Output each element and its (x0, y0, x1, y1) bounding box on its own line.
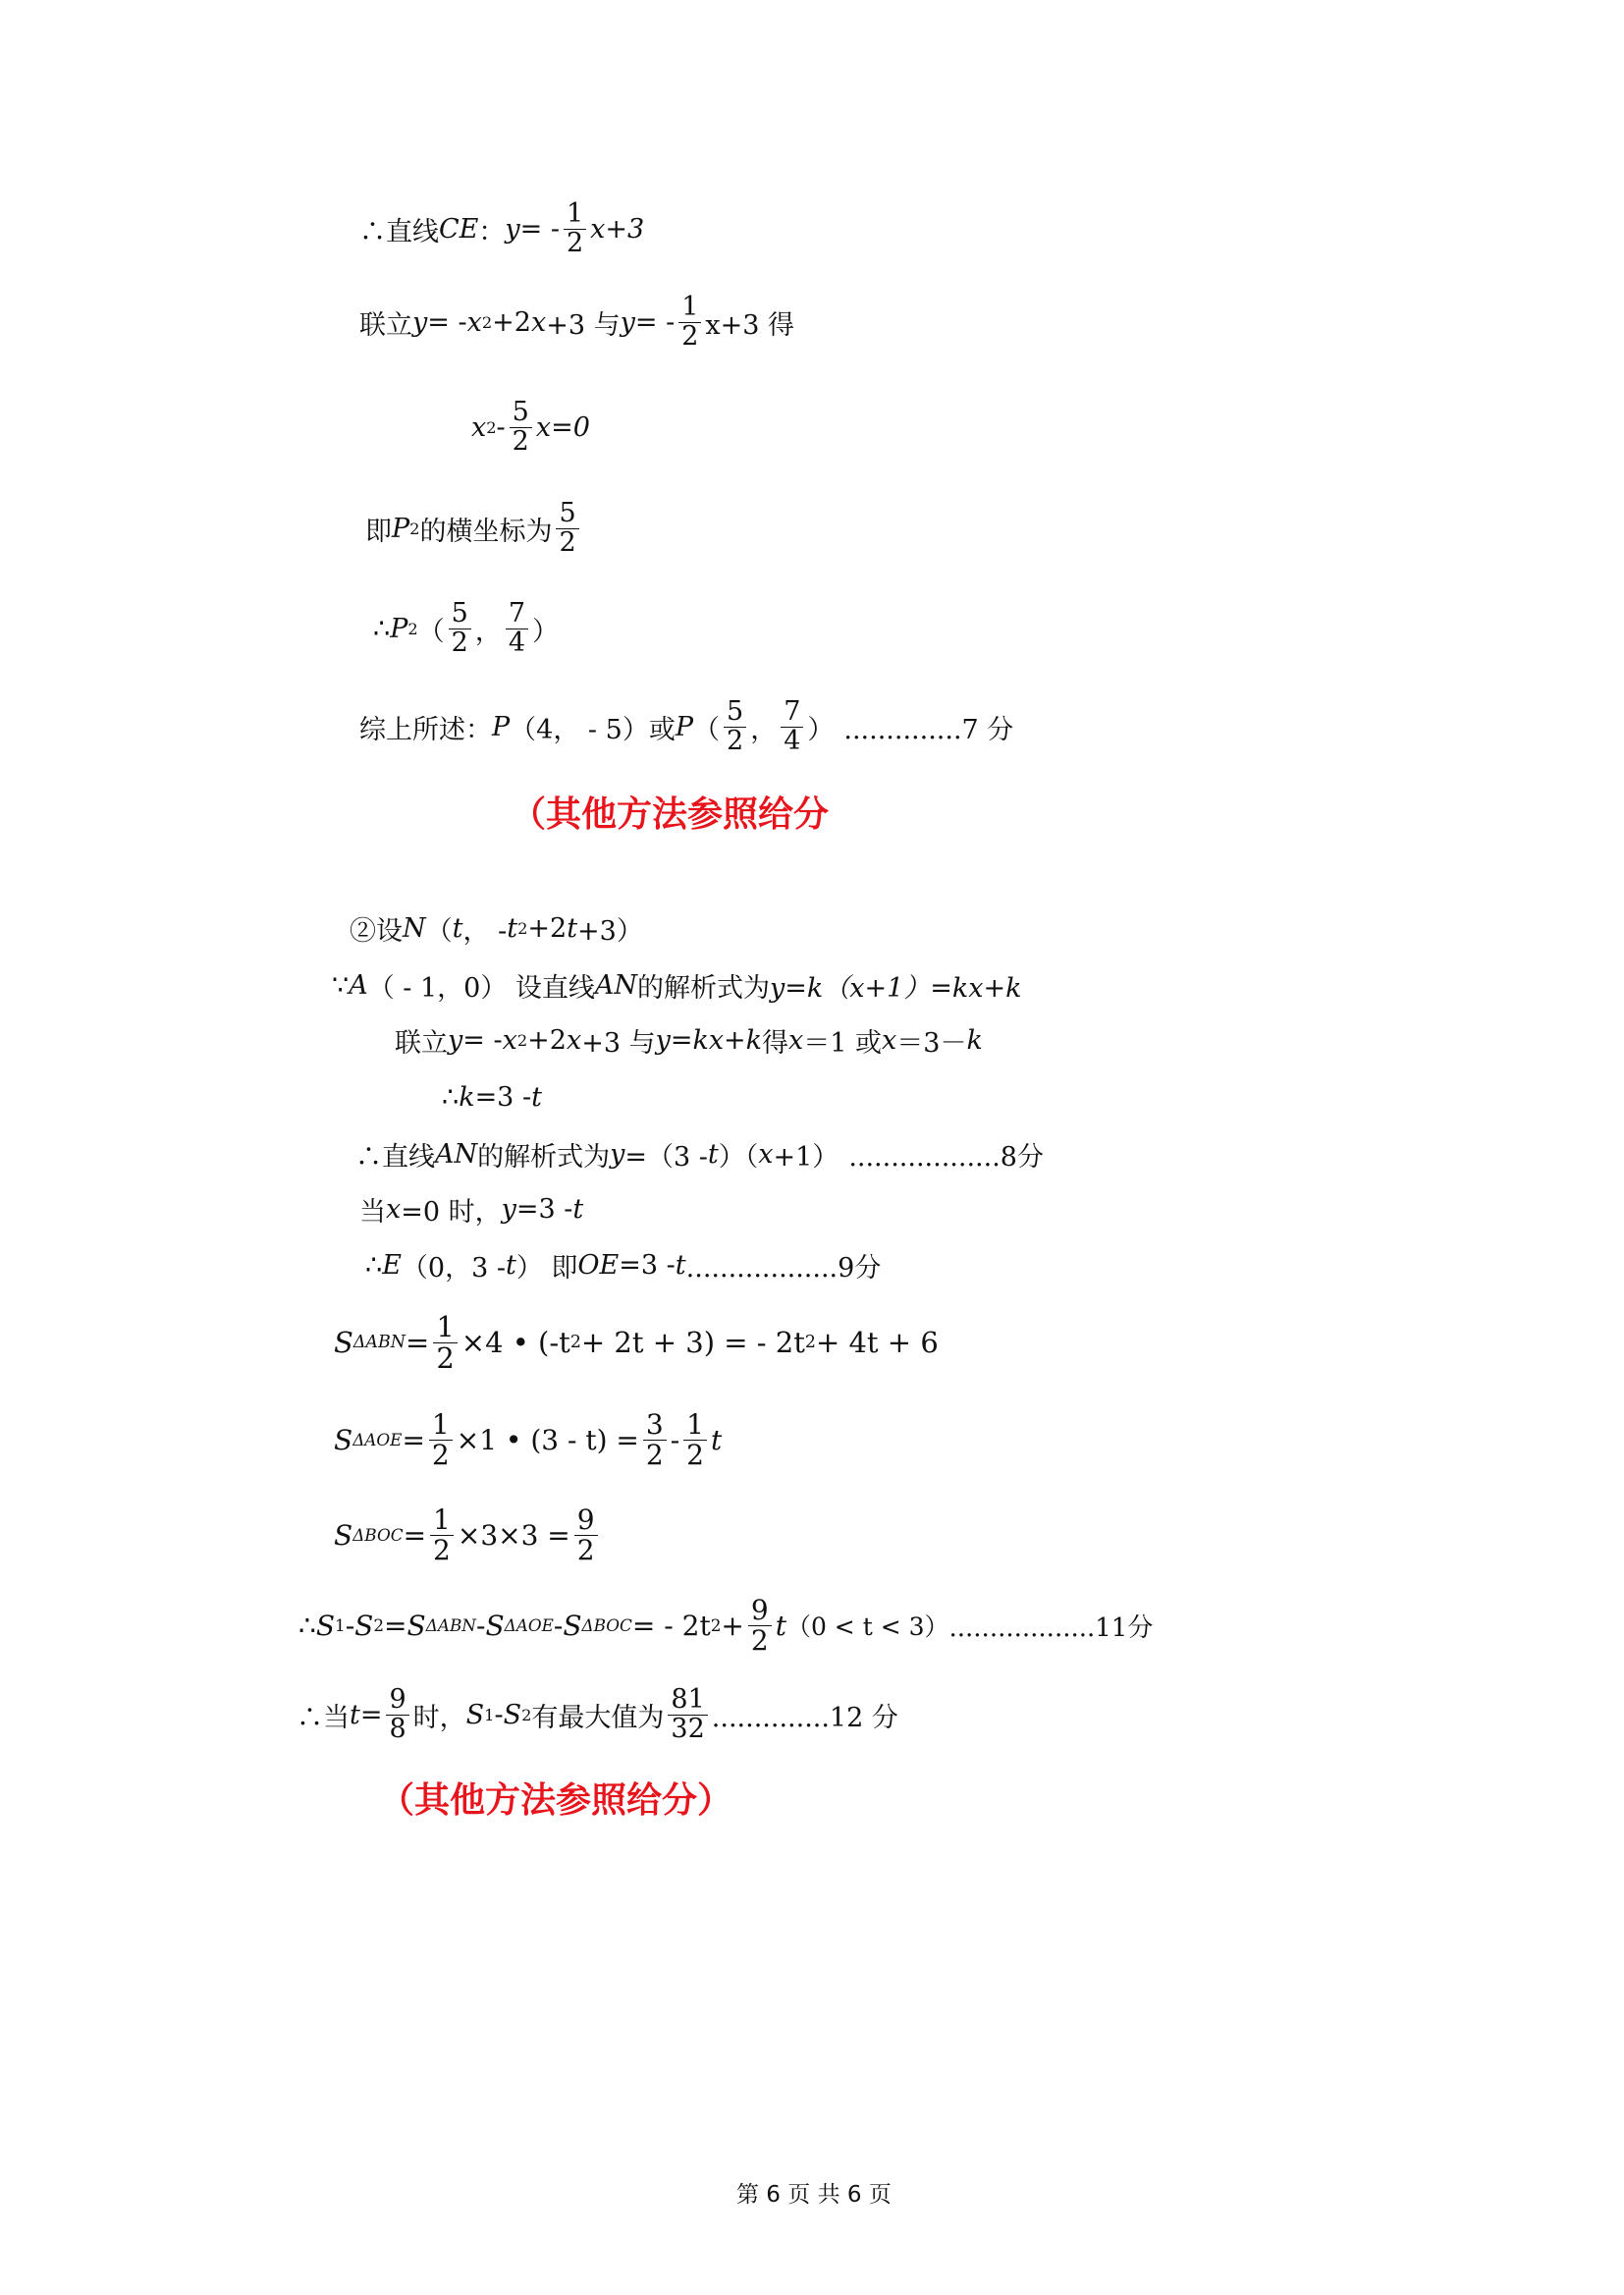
text: +1） (773, 1141, 839, 1173)
fraction (386, 1686, 408, 1743)
fraction (781, 698, 803, 755)
text: ， (474, 616, 502, 647)
var: x (471, 411, 487, 443)
text: 的解析式为 (637, 972, 771, 1004)
fraction (574, 1505, 598, 1564)
var: y (412, 306, 428, 338)
text: ＝1 或 (803, 1027, 883, 1059)
subscript: 2 (407, 619, 418, 638)
denominator: 2 (449, 628, 471, 657)
text: 的横坐标为 (419, 516, 553, 547)
text: = (384, 1609, 407, 1642)
text: （ (425, 915, 453, 947)
subscript: ΔABN (352, 1333, 406, 1352)
numerator: 3 (645, 1408, 664, 1442)
denominator: 2 (510, 427, 532, 456)
text: = (406, 1326, 430, 1359)
page-number: 第 6 页 共 6 页 (736, 2181, 892, 2208)
var: k (459, 1081, 475, 1113)
text: =0 时， (401, 1196, 502, 1228)
var: x (502, 1024, 517, 1056)
fraction (564, 200, 586, 257)
var: AN (435, 1138, 478, 1170)
text: +2 (527, 1024, 567, 1056)
var: t (350, 1699, 360, 1730)
var: t (567, 912, 578, 944)
text: （ - 1，0） 设直线 (367, 972, 595, 1004)
subscript: ΔBOC (581, 1615, 632, 1635)
text: +3 与 (581, 1027, 656, 1059)
text: = (402, 1423, 425, 1456)
var: x (530, 306, 547, 338)
var: y (501, 1193, 516, 1225)
exponent: 2 (569, 1333, 581, 1352)
var: t (711, 1423, 723, 1456)
denominator: 2 (683, 1440, 707, 1469)
text: - (553, 1609, 564, 1642)
condition: （0 < t < 3） (785, 1612, 949, 1641)
denominator: 8 (386, 1715, 408, 1743)
text: + (721, 1609, 744, 1642)
denominator: 2 (724, 727, 746, 755)
var: x (758, 1138, 774, 1170)
text: ∴ (442, 1081, 460, 1113)
text: 时， (412, 1702, 466, 1733)
var: AN (594, 969, 638, 1001)
var: S (334, 1518, 353, 1552)
text: + 2t + 3) = - 2t (580, 1326, 805, 1359)
text: ） 即 (515, 1252, 578, 1284)
var: P (492, 711, 511, 742)
var: E (382, 1249, 402, 1281)
denominator: 4 (506, 628, 528, 657)
var: y (610, 1138, 625, 1170)
text: ∴ (298, 1609, 316, 1642)
var: CE (439, 213, 479, 245)
text: ×3×3 = (457, 1518, 570, 1552)
text: ） (532, 616, 560, 647)
subscript: ΔAOE (504, 1615, 554, 1635)
expr: x+3 (590, 213, 645, 245)
var: t (675, 1249, 686, 1281)
var: S (503, 1699, 522, 1730)
var: A (349, 969, 368, 1001)
exponent: 2 (486, 417, 497, 437)
text: +2 (492, 306, 531, 338)
numerator: 1 (686, 1408, 704, 1442)
var: t (452, 912, 463, 944)
text: ） (807, 714, 835, 745)
text: =3 - (515, 1193, 573, 1225)
var: t (707, 1138, 719, 1170)
var: t (505, 1249, 516, 1281)
var: OE (577, 1249, 620, 1281)
text: ②设 (350, 915, 403, 947)
fraction (429, 1410, 453, 1469)
fraction (678, 294, 701, 351)
text: = - (462, 1024, 503, 1056)
text: ， (750, 714, 778, 745)
fraction (510, 399, 532, 456)
exponent: 2 (804, 1333, 816, 1352)
text: +3） (577, 915, 643, 947)
text: ： (478, 216, 506, 247)
var: x (882, 1024, 897, 1056)
var: x (386, 1193, 402, 1225)
text: ＝3－ (896, 1027, 967, 1059)
expr: y=k（x+1）=kx+k (770, 972, 1022, 1004)
fraction (556, 500, 578, 557)
var: t (775, 1609, 786, 1642)
var: S (334, 1423, 353, 1456)
text: （ (693, 714, 720, 745)
var: k (966, 1024, 983, 1056)
numerator: 1 (566, 198, 584, 230)
score-label: ..................11分 (948, 1612, 1154, 1643)
numerator: 5 (451, 598, 468, 629)
text: 联立 (359, 309, 412, 341)
var: t (507, 912, 518, 944)
numerator: 9 (750, 1594, 769, 1627)
text: （ (417, 616, 445, 647)
fraction (643, 1410, 667, 1469)
text: 综上所述： (359, 714, 492, 745)
note-text: （其他方法参照给分 (511, 793, 830, 835)
text: （0，3 - (401, 1252, 506, 1284)
denominator: 2 (433, 1342, 457, 1373)
var: x (566, 1024, 582, 1056)
var: S (406, 1609, 426, 1642)
var: y (620, 306, 635, 338)
score-label: ..............12 分 (711, 1702, 898, 1733)
numerator: 1 (433, 1503, 451, 1537)
var: S (334, 1326, 353, 1359)
expr: y=kx+k (655, 1024, 763, 1056)
fraction (668, 1686, 707, 1743)
text: ， - (462, 915, 508, 947)
exponent: 2 (710, 1615, 722, 1635)
var: S (354, 1609, 374, 1642)
var: S (315, 1609, 336, 1642)
text: 当 (359, 1196, 386, 1228)
subscript: ΔABN (425, 1615, 476, 1635)
text: = - 2t (631, 1609, 711, 1642)
text: ∴直线 (355, 1141, 435, 1173)
text: - (496, 411, 506, 443)
exponent: 2 (516, 1030, 528, 1050)
numerator: 5 (727, 696, 744, 728)
var: x (466, 306, 482, 338)
fraction (724, 698, 746, 755)
text: 有最大值为 (531, 1702, 665, 1733)
denominator: 2 (748, 1625, 772, 1655)
fraction (430, 1505, 454, 1564)
subscript: 2 (373, 1615, 385, 1635)
text: =3 - (474, 1081, 532, 1113)
var: y (448, 1024, 463, 1056)
exponent: 2 (481, 312, 493, 332)
text: ）（ (718, 1141, 759, 1173)
text: = - (427, 306, 467, 338)
numerator: 7 (784, 696, 801, 728)
var: P (675, 711, 693, 742)
text: = - (519, 213, 560, 245)
var: S (485, 1609, 505, 1642)
text: ×1 • (3 - t) = (456, 1423, 639, 1456)
numerator: 9 (389, 1684, 406, 1716)
numerator: 7 (508, 598, 526, 629)
text: ∵ (332, 969, 350, 1001)
exponent: 2 (517, 918, 528, 938)
text: ∴ (373, 613, 391, 644)
denominator: 2 (556, 528, 578, 557)
text: - (494, 1699, 504, 1730)
subscript: 2 (409, 519, 420, 538)
denominator: 2 (564, 229, 586, 257)
text: x+3 得 (705, 309, 795, 341)
numerator: 5 (512, 397, 529, 428)
text: = - (634, 306, 676, 338)
denominator: 2 (643, 1440, 667, 1469)
var: y (505, 213, 520, 245)
subscript: ΔAOE (352, 1430, 403, 1449)
subscript: 1 (335, 1615, 346, 1635)
numerator: 1 (431, 1408, 450, 1442)
text: =（3 - (624, 1141, 708, 1173)
var: x (788, 1024, 804, 1056)
var: t (572, 1193, 584, 1225)
denominator: 32 (668, 1715, 707, 1743)
denominator: 2 (429, 1440, 453, 1469)
numerator: 81 (671, 1684, 705, 1716)
text: 即 (365, 516, 392, 547)
var: P (390, 613, 408, 644)
text: 联立 (395, 1027, 448, 1059)
text: （4， - 5）或 (510, 714, 676, 745)
var: N (403, 912, 426, 944)
subscript: ΔBOC (352, 1525, 404, 1545)
fraction (433, 1312, 457, 1373)
text: +3 与 (546, 309, 621, 341)
fraction (748, 1596, 772, 1655)
fraction (449, 600, 471, 657)
denominator: 4 (781, 727, 803, 755)
note-text: （其他方法参照给分） (379, 1779, 733, 1821)
text: = (403, 1518, 427, 1552)
text: 得 (762, 1027, 789, 1059)
var: P (392, 513, 410, 544)
text: + 4t + 6 (815, 1326, 939, 1359)
subscript: 1 (484, 1705, 495, 1724)
numerator: 9 (576, 1503, 595, 1537)
fraction (683, 1410, 707, 1469)
text: - (475, 1609, 486, 1642)
numerator: 1 (436, 1310, 455, 1344)
score-label: ..............7 分 (843, 714, 1014, 745)
score-label: ..................8分 (848, 1141, 1044, 1173)
text: = (359, 1699, 383, 1730)
text: ∴直线 (359, 216, 439, 247)
expr: x=0 (535, 411, 590, 443)
var: S (465, 1699, 485, 1730)
text: ∴当 (297, 1702, 350, 1733)
var: t (531, 1081, 542, 1113)
denominator: 2 (678, 322, 701, 351)
text: +2 (527, 912, 568, 944)
denominator: 2 (430, 1535, 454, 1564)
numerator: 1 (681, 292, 699, 323)
score-label: ..................9分 (685, 1252, 882, 1284)
text: =3 - (619, 1249, 676, 1281)
text: - (345, 1609, 355, 1642)
numerator: 5 (559, 498, 576, 529)
text: 的解析式为 (477, 1141, 611, 1173)
fraction (506, 600, 528, 657)
denominator: 2 (574, 1535, 598, 1564)
text: ∴ (365, 1249, 383, 1281)
var: S (563, 1609, 582, 1642)
text: ×4 • (-t (460, 1326, 570, 1359)
text: - (670, 1423, 680, 1456)
subscript: 2 (521, 1705, 532, 1724)
